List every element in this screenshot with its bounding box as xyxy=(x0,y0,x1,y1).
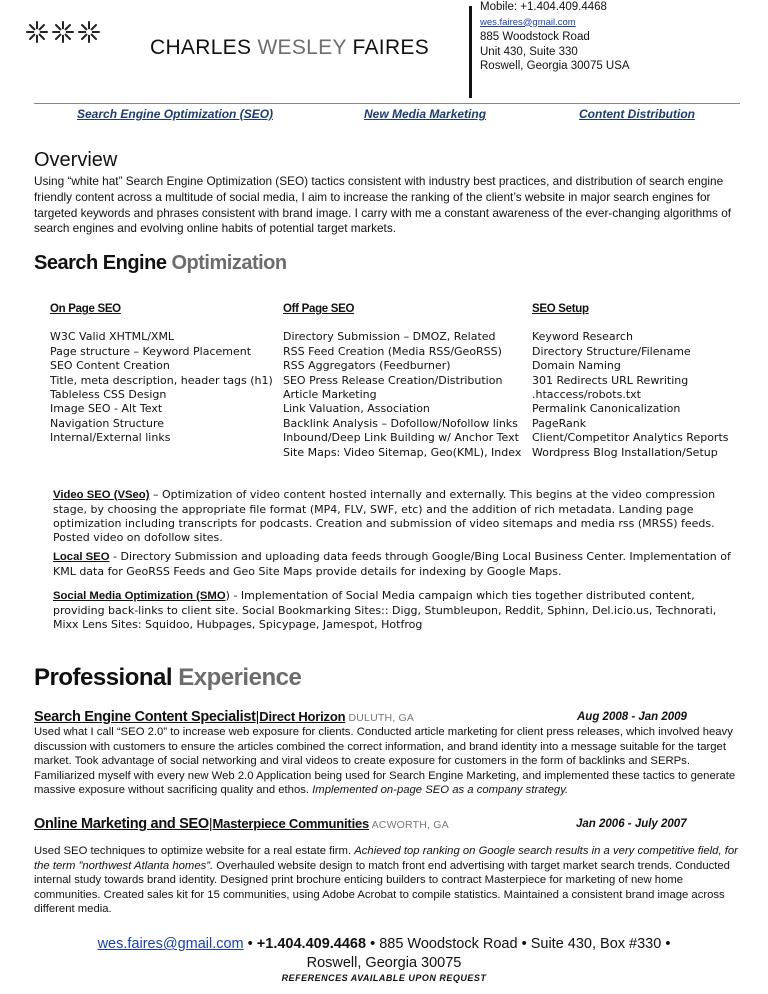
off-page-seo-column xyxy=(283,302,521,460)
list-item: Keyword Research xyxy=(532,330,633,344)
address-line-1: 885 Woodstock Road xyxy=(480,31,590,44)
job-dates: Aug 2008 - Jan 2009 xyxy=(577,711,687,723)
list-item: Internal/External links xyxy=(50,431,171,445)
seo-setup-column xyxy=(532,302,729,460)
list-item: Link Valuation, Association xyxy=(283,402,430,416)
column-heading: On Page SEO xyxy=(50,303,121,315)
overview-text: Using “white hat” Search Engine Optimization (SEO) tactics consistent with industry best practices, and distribution of search engine friendly content across a multitude of social media, I aim to increase the ranking of the client’s website in major search engines for targeted keywords and phrases consistent with brand image. I carry with me a constant awareness of the ever-changing algorithms of search engines and evolving online habits of potential target markets. xyxy=(34,174,732,236)
name-middle: WESLEY xyxy=(257,36,347,59)
smo-block xyxy=(53,589,743,632)
job-text-italic: Implemented on-page SEO as a company strategy. xyxy=(312,784,569,796)
column-heading: SEO Setup xyxy=(532,303,589,315)
list-item: Directory Submission – DMOZ, Related xyxy=(283,330,496,344)
footer-bullet: • xyxy=(517,936,531,952)
experience-heading xyxy=(34,664,301,692)
specialty-seo: Search Engine Optimization (SEO) xyxy=(77,107,274,121)
address-line-3: Roswell, Georgia 30075 USA xyxy=(480,60,630,73)
list-item: W3C Valid XHTML/XML xyxy=(50,330,175,344)
footer-address-b: Suite 430, Box #330 xyxy=(530,936,662,952)
job-role: Online Marketing and SEO xyxy=(34,816,209,832)
local-seo-label: Local SEO xyxy=(53,551,110,563)
video-seo-label: Video SEO (VSeo) xyxy=(53,489,150,501)
header-divider xyxy=(469,6,472,98)
candidate-name xyxy=(150,36,429,60)
email-link[interactable]: wes.faires@gmail.com xyxy=(480,16,576,28)
local-seo-block xyxy=(53,550,743,579)
address-line-2: Unit 430, Suite 330 xyxy=(480,45,578,58)
footer-bullet: • xyxy=(366,936,380,952)
list-item: RSS Aggregators (Feedburner) xyxy=(283,359,451,373)
job-separator: | xyxy=(255,708,260,724)
job-location: ACWORTH, GA xyxy=(369,819,449,831)
footer-address-a: 885 Woodstock Road xyxy=(379,936,518,952)
job-text: Used what I call “SEO 2.0” to increase web exposure for clients. Conducted article marketing for client press releases, which involved heavy discussion with customers to ensure the articles combined the correct information, and brand identity into a message suitable for the target market. Took advantage of social networking and viral videos to create exposure for customers in the form of backlinks and SERPs. Familiarized myself with every new Web 2.0 Application being used for Search Engine Marketing, and implemented these tactics to generate massive exposure without sacrificing quality and ethos. xyxy=(34,726,736,796)
list-item: Inbound/Deep Link Building w/ Anchor Text xyxy=(283,431,519,445)
job-company: Direct Horizon xyxy=(259,709,346,724)
list-item: SEO Press Release Creation/Distribution xyxy=(283,373,503,387)
job-title-row xyxy=(34,708,414,725)
snowflake-logo-icon xyxy=(24,14,102,50)
list-item: Title, meta description, header tags (h1) xyxy=(50,373,273,387)
overview-heading: Overview xyxy=(34,149,118,171)
list-item: Permalink Canonicalization xyxy=(532,402,681,416)
local-seo-text: - Directory Submission and uploading data feeds through Google/Bing Local Business Center. Implementation of KML data for GeoRSS Feeds and Geo Site Maps provide details for indexing by Google Maps. xyxy=(53,550,731,578)
list-item: Directory Structure/Filename xyxy=(532,344,691,358)
specialty-content: Content Distribution xyxy=(579,107,695,121)
list-item: PageRank xyxy=(532,416,587,430)
list-item: Page structure – Keyword Placement xyxy=(50,344,252,358)
list-item: Tableless CSS Design xyxy=(50,388,167,402)
list-item: Article Marketing xyxy=(283,388,377,402)
job-description xyxy=(34,725,744,798)
smo-text: ) - Implementation of Social Media campaign which ties together distributed content, providing back-links to client site. Social Bookmarking Sites:: Digg, Stumbleupon, Reddit, Sphinn, Del.icio.us, Technorati, Mixx Lens Sites: Squidoo, Hubpages, Spicypage, Jamespot, Hotfrog xyxy=(53,589,717,631)
seo-heading xyxy=(34,252,287,275)
list-item: Image SEO - Alt Text xyxy=(50,402,163,416)
footer-phone: +1.404.409.4468 xyxy=(256,936,367,952)
job-separator: | xyxy=(208,815,213,831)
video-seo-text: – Optimization of video content hosted internally and externally. This begins at the video compression stage, by choosing the appropriate file format (MP4, FLV, SWF, etc) and the addition of rich metadata. Landing page optimization including transcripts for podcasts. Creation and submission of video sitemaps and media rss (MRSS) feeds. Posted video on dofollow sites. xyxy=(53,488,716,544)
list-item: Site Maps: Video Sitemap, Geo(KML), Index xyxy=(283,445,522,459)
list-item: .htaccess/robots.txt xyxy=(532,388,641,402)
seo-heading-a: Search Engine xyxy=(34,252,167,274)
job-role: Search Engine Content Specialist xyxy=(34,709,256,725)
job-text-italic: Achieved top ranking on Google search results in a very competitive field, for the term ”northwest Atlanta homes”. xyxy=(34,845,738,872)
job-description xyxy=(34,844,744,917)
footer-bullet: • xyxy=(243,936,257,952)
specialty-new-media: New Media Marketing xyxy=(364,107,487,121)
footer-address-c: Roswell, Georgia 30075 xyxy=(306,954,462,971)
list-item: RSS Feed Creation (Media RSS/GeoRSS) xyxy=(283,344,502,358)
list-item: Domain Naming xyxy=(532,359,621,373)
name-first: CHARLES xyxy=(150,36,252,59)
references-note: REFERENCES AVAILABLE UPON REQUEST xyxy=(281,973,487,983)
experience-heading-a: Professional xyxy=(34,664,173,691)
on-page-seo-column xyxy=(50,302,273,446)
list-item: Wordpress Blog Installation/Setup xyxy=(532,445,718,459)
list-item: 301 Redirects URL Rewriting xyxy=(532,373,689,387)
header-rule xyxy=(34,103,740,104)
job-text-pre: Used SEO techniques to optimize website for a real estate firm. xyxy=(34,845,355,857)
list-item: Backlink Analysis – Dofollow/Nofollow links xyxy=(283,416,518,430)
video-seo-block xyxy=(53,488,743,545)
footer-email-link[interactable]: wes.faires@gmail.com xyxy=(97,936,244,952)
column-heading: Off Page SEO xyxy=(283,303,355,315)
contact-block xyxy=(480,0,630,74)
job-location: DULUTH, GA xyxy=(345,712,415,724)
job-company: Masterpiece Communities xyxy=(212,816,370,831)
seo-heading-b: Optimization xyxy=(171,252,287,274)
job-text: Overhauled website design to match front end advertising with target market search trends. Conducted internal study towards brand identity. Designed print brochure enticing builders to contract Masterpiece for marketing of new home communities. Created sales kit for 15 communities, using Adobe Acrobat to compile statistics. Maintained a consistent brand image across different media. xyxy=(34,859,730,915)
list-item: SEO Content Creation xyxy=(50,359,170,373)
smo-label: Social Media Optimization (SMO xyxy=(53,590,226,602)
job-title-row xyxy=(34,815,449,832)
name-last: FAIRES xyxy=(352,36,430,59)
footer-bullet: • xyxy=(661,936,671,952)
list-item: Client/Competitor Analytics Reports xyxy=(532,431,729,445)
mobile-number: Mobile: +1.404.409.4468 xyxy=(480,1,607,13)
experience-heading-b: Experience xyxy=(178,664,302,691)
job-dates: Jan 2006 - July 2007 xyxy=(576,818,687,830)
list-item: Navigation Structure xyxy=(50,416,164,430)
footer-contact xyxy=(0,935,768,972)
